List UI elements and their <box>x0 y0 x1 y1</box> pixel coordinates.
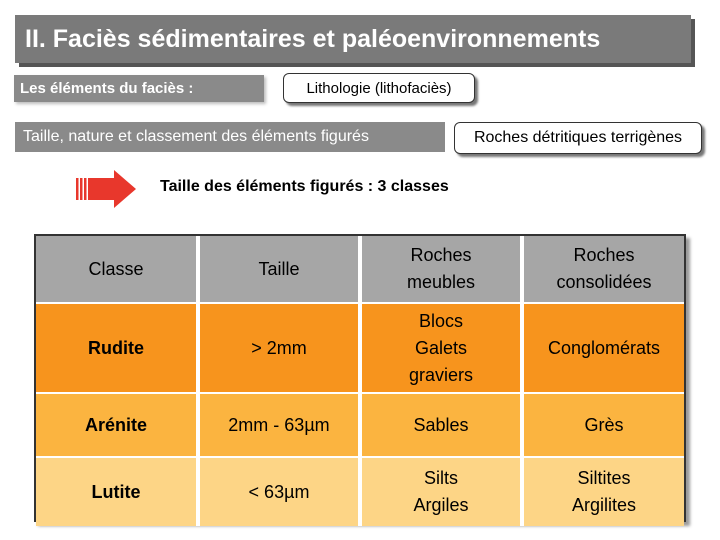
cell-meubles-line: Silts <box>423 468 458 488</box>
subtitle: Taille des éléments figurés : 3 classes <box>160 178 449 195</box>
classification-table <box>34 234 686 522</box>
rocks-box: Roches détritiques terrigènes <box>454 122 702 154</box>
header-meubles-line2: meubles <box>406 272 476 292</box>
cell-classe: Rudite <box>36 303 198 393</box>
cell-taille: 2mm - 63µm <box>198 393 360 457</box>
header-roches-meubles <box>360 236 522 303</box>
cell-consolidees <box>522 303 684 393</box>
elements-label: Les éléments du faciès : <box>14 75 264 102</box>
cell-consolidees-line: Grès <box>584 414 624 435</box>
lithology-box: Lithologie (lithofaciès) <box>283 73 475 103</box>
table-row <box>36 457 684 526</box>
cell-meubles-line: Blocs <box>418 310 463 331</box>
cell-meubles <box>360 393 522 457</box>
title-bar <box>15 15 691 63</box>
right-arrow-icon <box>74 168 138 210</box>
header-classe: Classe <box>36 236 198 303</box>
cell-meubles-line: Galets <box>414 337 468 358</box>
cell-taille: > 2mm <box>198 303 360 393</box>
header-meubles-line1: Roches <box>410 245 472 265</box>
cell-consolidees <box>522 393 684 457</box>
table-row <box>36 393 684 457</box>
page-title: II. Faciès sédimentaires et paléoenvironnements <box>25 24 601 53</box>
table-header-row <box>36 236 684 303</box>
header-consolidees-line1: Roches <box>573 245 635 265</box>
cell-consolidees-line: Siltites <box>577 468 631 488</box>
cell-meubles-line: Sables <box>413 414 469 435</box>
cell-classe: Lutite <box>36 457 198 526</box>
cell-meubles-line: Argiles <box>413 495 469 515</box>
cell-meubles <box>360 303 522 393</box>
cell-consolidees-line: Conglomérats <box>547 337 661 358</box>
cell-consolidees <box>522 457 684 526</box>
cell-meubles-line: graviers <box>408 364 474 385</box>
cell-consolidees-line: Argilites <box>571 495 637 515</box>
table-row <box>36 303 684 393</box>
size-nature-label: Taille, nature et classement des éléments figurés <box>15 122 445 152</box>
cell-meubles <box>360 457 522 526</box>
cell-classe: Arénite <box>36 393 198 457</box>
header-taille: Taille <box>198 236 360 303</box>
cell-taille: < 63µm <box>198 457 360 526</box>
header-roches-consolidees <box>522 236 684 303</box>
header-consolidees-line2: consolidées <box>556 272 652 292</box>
